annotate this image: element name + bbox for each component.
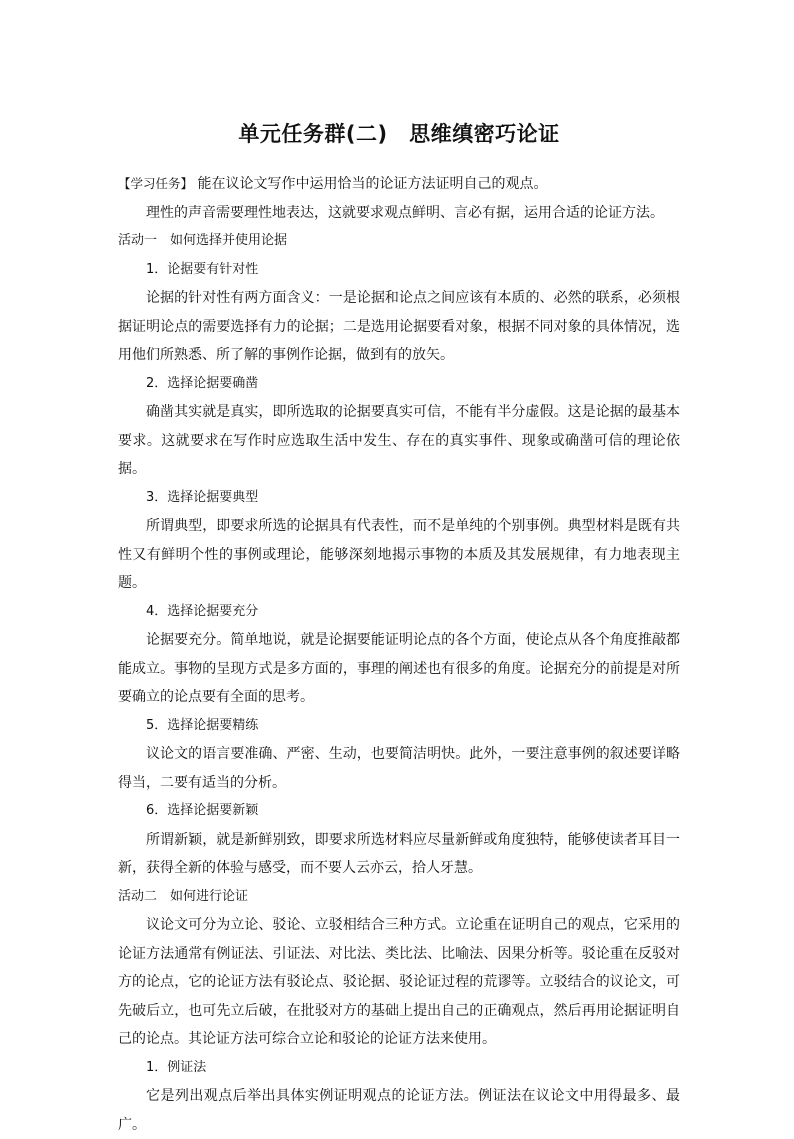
section-body: 论据的针对性有两方面含义：一是论据和论点之间应该有本质的、必然的联系，必须根据证明论点的需要选择有力的论据；二是选用论据要看对象，根据不同对象的具体情况，选用他们所熟悉、所了解的事例作论据，做到有的放矢。: [118, 290, 680, 363]
activity-one-heading: 活动一 如何选择并使用论据: [118, 233, 288, 248]
section-body: 论据要充分。简单地说，就是论据要能证明论点的各个方面，使论点从各个角度推敲都能成立。事物的呈现方式是多方面的，事理的阐述也有很多的角度。论据充分的前提是对所要确立的论点要有全面的思考。: [118, 632, 680, 705]
section-body: 议论文的语言要准确、严密、生动，也要简洁明快。此外，一要注意事例的叙述要详略得当，二要有适当的分析。: [118, 746, 680, 791]
learning-task: [118, 170, 680, 199]
section-body: 所谓新颖，就是新鲜别致，即要求所选材料应尽量新鲜或角度独特，能够使读者耳目一新，获得全新的体验与感受，而不要人云亦云，拾人牙慧。: [118, 831, 680, 876]
activity-two-heading: 活动二 如何进行论证: [118, 888, 249, 904]
learning-task-text: 能在议论文写作中运用恰当的论证方法证明自己的观点。: [193, 176, 548, 192]
section-heading: 2．选择论据要确凿: [146, 375, 259, 391]
section-body: 确凿其实就是真实，即所选取的论据要真实可信，不能有半分虚假。这是论据的最基本要求。这就要求在写作时应选取生活中发生、存在的真实事件、现象或确凿可信的理论依据。: [118, 404, 680, 477]
section-body: 它是列出观点后举出具体实例证明观点的论证方法。例证法在议论文中用得最多、最广。: [118, 1088, 680, 1133]
section-heading: 6．选择论据要新颖: [146, 803, 259, 818]
section-heading: 1．例证法: [146, 1059, 207, 1075]
intro-paragraph: 理性的声音需要理性地表达，这就要求观点鲜明、言必有据，运用合适的论证方法。: [146, 204, 664, 221]
section-heading: 5．选择论据要精练: [146, 717, 259, 733]
section-heading: 1．论据要有针对性: [146, 261, 259, 277]
learning-task-label: 【学习任务】: [118, 176, 194, 191]
activity-two-body: 议论文可分为立论、驳论、立驳相结合三种方式。立论重在证明自己的观点，它采用的论证方法通常有例证法、引证法、对比法、类比法、比喻法、因果分析等。驳论重在反驳对方的论点，它的论证方法有驳论点、驳论据、驳论证过程的荒谬等。立驳结合的议论文，可先破后立，也可先立后破，在批驳对方的基础上提出自己的正确观点，然后再用论据证明自己的论点。其论证方法可综合立论和驳论的论证方法来使用。: [118, 917, 680, 1047]
document-page: [118, 118, 680, 1139]
page-title: 单元任务群(二) 思维缜密巧论证: [238, 122, 560, 146]
section-heading: 3．选择论据要典型: [146, 489, 259, 505]
section-heading: 4．选择论据要充分: [146, 603, 259, 619]
section-body: 所谓典型，即要求所选的论据具有代表性，而不是单纯的个别事例。典型材料是既有共性又有鲜明个性的事例或理论，能够深刻地揭示事物的本质及其发展规律，有力地表现主题。: [118, 518, 680, 591]
